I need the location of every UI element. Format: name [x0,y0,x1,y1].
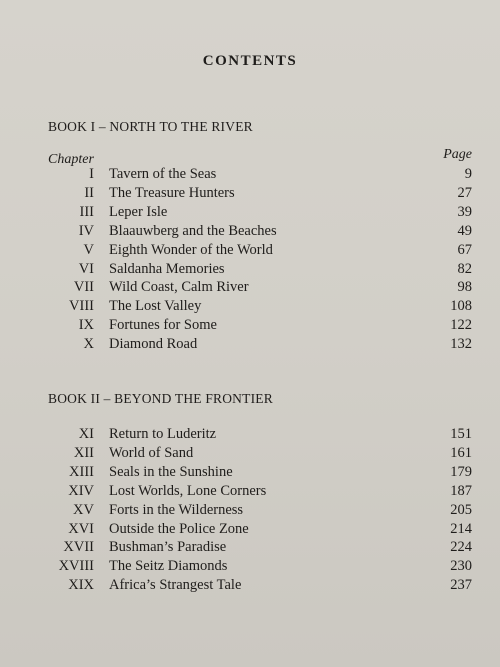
chapter-row [0,539,500,558]
chapter-number: XI [78,426,94,442]
chapter-title: Fortunes for Some [109,317,217,334]
chapter-title: Outside the Police Zone [109,520,249,537]
chapter-number: V [83,241,94,258]
chapter-column-label: Chapter [48,152,94,167]
chapter-row [0,185,500,204]
chapter-title: Blaauwberg and the Beaches [109,222,277,239]
chapter-number: XIV [68,482,94,499]
chapter-title: Lost Worlds, Lone Corners [109,482,267,499]
chapter-page: 161 [450,444,472,461]
chapter-number: I [89,166,94,182]
chapter-title: The Lost Valley [109,298,202,315]
chapter-page: 187 [450,482,472,499]
chapter-page: 151 [450,426,472,442]
chapter-number: VII [73,279,94,296]
chapter-title: Wild Coast, Calm River [109,279,249,296]
chapter-number: XVIII [58,558,94,575]
chapter-page: 98 [457,279,472,296]
chapter-row [0,502,500,521]
chapter-number: VIII [69,298,94,315]
chapter-number: II [84,184,94,201]
chapter-title: Bushman’s Paradise [109,539,227,556]
chapter-title: Diamond Road [109,336,198,353]
chapter-title: Forts in the Wilderness [109,501,244,518]
chapter-row [0,166,500,185]
chapter-row [0,336,500,355]
chapter-page: 122 [450,317,472,334]
chapter-page: 230 [450,558,472,575]
chapter-number: XVII [63,539,94,556]
page-title: CONTENTS [202,53,298,69]
chapter-number: III [79,203,94,220]
chapter-title: Tavern of the Seas [109,166,217,182]
chapter-number: IV [78,222,94,239]
chapter-title: Saldanha Memories [109,260,225,277]
chapter-number: VI [78,260,94,277]
chapter-page: 132 [450,336,472,353]
chapter-row [0,521,500,540]
chapter-number: XII [73,444,94,461]
chapter-number: XIX [68,577,94,594]
chapter-page: 39 [457,203,472,220]
chapter-row [0,261,500,280]
chapter-number: XV [73,501,94,518]
chapter-row [0,558,500,577]
chapter-title: The Treasure Hunters [109,184,235,201]
chapter-page: 205 [450,501,472,518]
chapter-row [0,298,500,317]
chapter-title: World of Sand [109,444,194,461]
book-1-heading: BOOK I – NORTH TO THE RIVER [48,119,253,134]
chapter-title: Seals in the Sunshine [109,463,233,480]
chapter-number: XVI [68,520,94,537]
chapter-page: 237 [450,577,472,594]
chapter-page: 9 [464,166,472,182]
chapter-page: 179 [450,463,472,480]
page-column-label: Page [443,147,472,162]
chapter-row [0,483,500,502]
chapter-page: 49 [457,222,472,239]
chapter-row [0,279,500,298]
chapter-title: The Seitz Diamonds [109,558,228,575]
chapter-number: IX [78,317,94,334]
chapter-page: 224 [450,539,472,556]
chapter-number: XIII [69,463,94,480]
chapter-title: Africa’s Strangest Tale [109,577,242,594]
chapter-page: 82 [457,260,472,277]
chapter-title: Return to Luderitz [109,426,217,442]
chapter-row [0,445,500,464]
chapter-row [0,242,500,261]
chapter-row [0,426,500,445]
chapter-row [0,464,500,483]
chapter-row [0,317,500,336]
chapter-row [0,204,500,223]
chapter-page: 108 [450,298,472,315]
chapter-title: Leper Isle [109,203,168,220]
chapter-page: 67 [457,241,472,258]
chapter-title: Eighth Wonder of the World [109,241,273,258]
chapter-row [0,223,500,242]
chapter-page: 214 [450,520,472,537]
chapter-row [0,577,500,596]
chapter-page: 27 [457,184,472,201]
chapter-number: X [83,336,94,353]
book-2-heading: BOOK II – BEYOND THE FRONTIER [48,391,273,406]
